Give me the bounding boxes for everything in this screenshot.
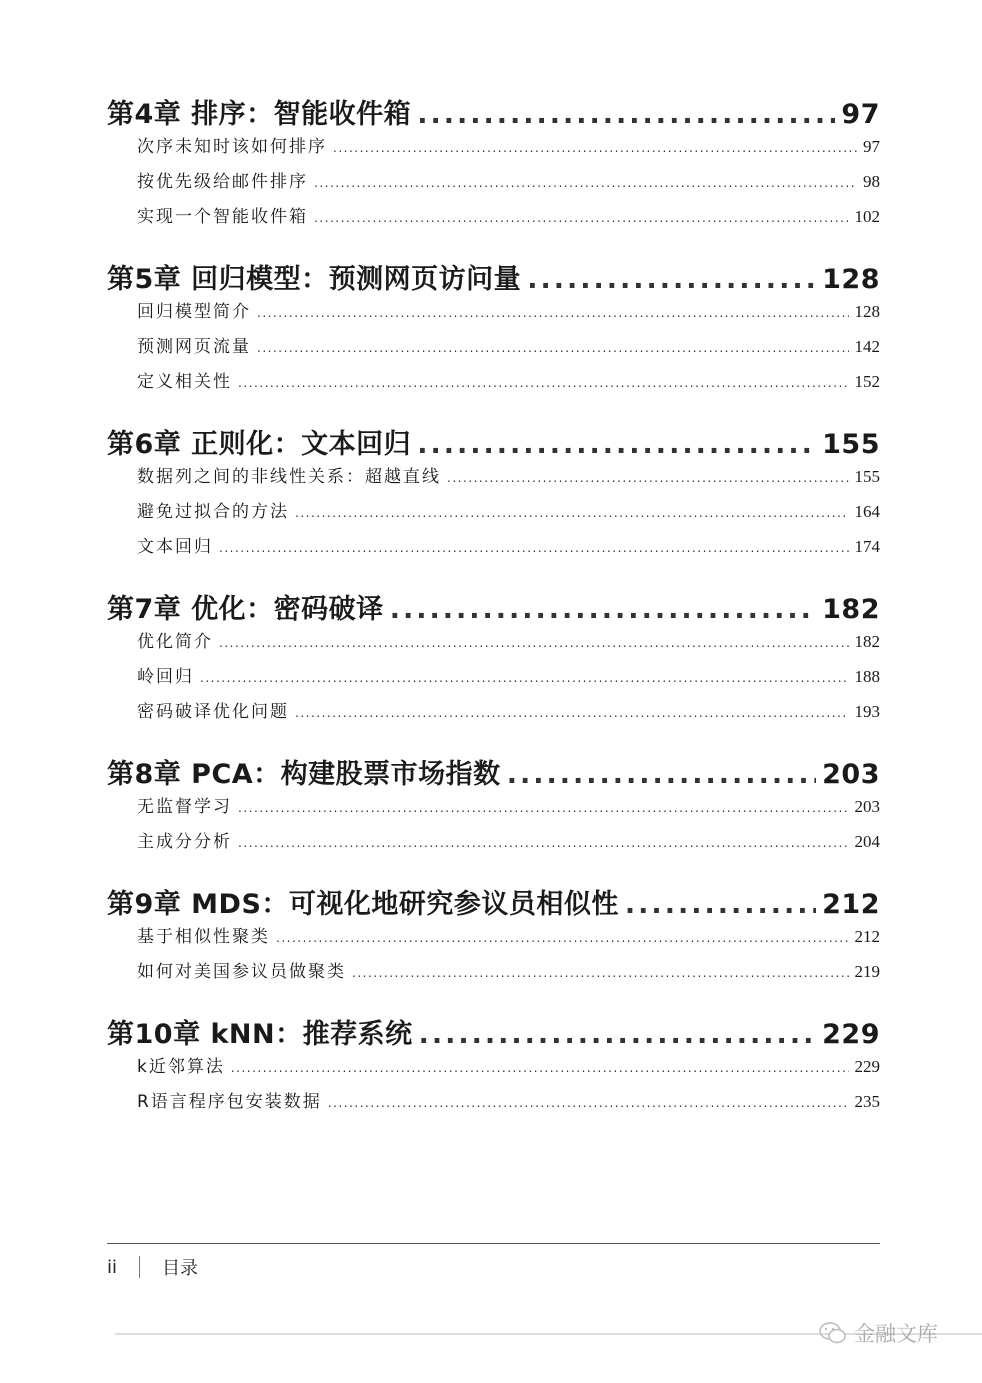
dot-leader — [238, 376, 849, 390]
entry-title: 预测网页流量 — [137, 337, 251, 357]
dot-leader — [417, 429, 816, 460]
dot-leader — [295, 706, 849, 720]
dot-leader — [200, 671, 849, 685]
dot-leader — [527, 264, 816, 295]
page-number: ii — [107, 1256, 118, 1278]
table-of-contents — [107, 92, 880, 1142]
entry-title: 无监督学习 — [137, 797, 232, 817]
entry-title: 基于相似性聚类 — [137, 927, 270, 947]
toc-entry[interactable] — [107, 462, 880, 497]
chapter-block — [107, 1012, 880, 1122]
entry-page: 128 — [854, 302, 880, 321]
dot-leader — [231, 1061, 849, 1075]
toc-entry[interactable] — [107, 532, 880, 567]
entry-title: 次序未知时该如何排序 — [137, 137, 327, 157]
footer-rule — [107, 1243, 880, 1244]
toc-entry[interactable] — [107, 497, 880, 532]
dot-leader — [314, 176, 857, 190]
entry-title: R语言程序包安装数据 — [137, 1092, 322, 1112]
dot-leader — [295, 506, 849, 520]
entry-page: 174 — [854, 537, 880, 556]
chapter-heading[interactable] — [107, 422, 880, 462]
chapter-heading[interactable] — [107, 882, 880, 922]
toc-entry[interactable] — [107, 627, 880, 662]
entry-page: 152 — [854, 372, 880, 391]
chapter-page: 212 — [822, 889, 880, 920]
entry-title: k近邻算法 — [137, 1057, 225, 1077]
chapter-block — [107, 587, 880, 732]
entry-title: 实现一个智能收件箱 — [137, 207, 308, 227]
chapter-heading[interactable] — [107, 1012, 880, 1052]
dot-leader — [314, 211, 849, 225]
dot-leader — [238, 801, 849, 815]
chapter-block — [107, 92, 880, 237]
entry-page: 229 — [854, 1057, 880, 1076]
entry-page: 235 — [854, 1092, 880, 1111]
toc-entry[interactable] — [107, 132, 880, 167]
section-name: 目录 — [162, 1258, 199, 1279]
entry-page: 203 — [854, 797, 880, 816]
watermark-text: 金融文库 — [854, 1322, 938, 1346]
toc-entry[interactable] — [107, 957, 880, 992]
wechat-icon — [818, 1320, 848, 1346]
toc-entry[interactable] — [107, 697, 880, 732]
entry-title: 数据列之间的非线性关系：超越直线 — [137, 467, 441, 487]
toc-entry[interactable] — [107, 332, 880, 367]
dot-leader — [219, 541, 849, 555]
chapter-heading[interactable] — [107, 752, 880, 792]
entry-title: 如何对美国参议员做聚类 — [137, 962, 346, 982]
toc-entry[interactable] — [107, 827, 880, 862]
chapter-block — [107, 882, 880, 992]
chapter-heading[interactable] — [107, 257, 880, 297]
dot-leader — [328, 1096, 849, 1110]
chapter-title: 第4章 排序：智能收件箱 — [107, 99, 412, 130]
entry-title: 密码破译优化问题 — [137, 702, 289, 722]
chapter-page: 97 — [841, 99, 880, 130]
chapter-block — [107, 752, 880, 862]
footer-divider — [139, 1256, 140, 1278]
chapter-title: 第5章 回归模型：预测网页访问量 — [107, 264, 522, 295]
dot-leader — [276, 931, 849, 945]
entry-page: 188 — [854, 667, 880, 686]
toc-entry[interactable] — [107, 202, 880, 237]
entry-page: 204 — [854, 832, 880, 851]
toc-entry[interactable] — [107, 297, 880, 332]
toc-entry[interactable] — [107, 922, 880, 957]
toc-entry[interactable] — [107, 662, 880, 697]
toc-entry[interactable] — [107, 167, 880, 202]
entry-page: 193 — [854, 702, 880, 721]
chapter-block — [107, 257, 880, 402]
entry-page: 142 — [854, 337, 880, 356]
dot-leader — [333, 141, 857, 155]
dot-leader — [417, 99, 835, 130]
dot-leader — [219, 636, 849, 650]
entry-title: 定义相关性 — [137, 372, 232, 392]
chapter-page: 203 — [822, 759, 880, 790]
page-footer — [107, 1254, 198, 1280]
toc-entry[interactable] — [107, 1052, 880, 1087]
entry-title: 文本回归 — [137, 537, 213, 557]
chapter-title: 第10章 kNN：推荐系统 — [107, 1019, 413, 1050]
entry-page: 219 — [854, 962, 880, 981]
dot-leader — [447, 471, 849, 485]
chapter-title: 第8章 PCA：构建股票市场指数 — [107, 759, 501, 790]
entry-page: 102 — [854, 207, 880, 226]
dot-leader — [238, 836, 849, 850]
chapter-page: 155 — [822, 429, 880, 460]
entry-title: 避免过拟合的方法 — [137, 502, 289, 522]
chapter-block — [107, 422, 880, 567]
dot-leader — [257, 341, 849, 355]
toc-entry[interactable] — [107, 367, 880, 402]
chapter-heading[interactable] — [107, 587, 880, 627]
chapter-page: 128 — [822, 264, 880, 295]
watermark — [818, 1318, 938, 1348]
dot-leader — [507, 759, 816, 790]
chapter-title: 第7章 优化：密码破译 — [107, 594, 384, 625]
dot-leader — [625, 889, 816, 920]
dot-leader — [257, 306, 849, 320]
entry-page: 97 — [863, 137, 880, 156]
chapter-heading[interactable] — [107, 92, 880, 132]
chapter-title: 第6章 正则化：文本回归 — [107, 429, 412, 460]
entry-title: 回归模型简介 — [137, 302, 251, 322]
entry-page: 155 — [854, 467, 880, 486]
toc-entry[interactable] — [107, 1087, 880, 1122]
entry-title: 按优先级给邮件排序 — [137, 172, 308, 192]
entry-page: 182 — [854, 632, 880, 651]
entry-title: 优化简介 — [137, 632, 213, 652]
entry-page: 164 — [854, 502, 880, 521]
dot-leader — [390, 594, 816, 625]
chapter-page: 182 — [822, 594, 880, 625]
entry-page: 98 — [863, 172, 880, 191]
dot-leader — [352, 966, 849, 980]
chapter-title: 第9章 MDS：可视化地研究参议员相似性 — [107, 889, 619, 920]
entry-title: 岭回归 — [137, 667, 194, 687]
dot-leader — [419, 1019, 817, 1050]
entry-page: 212 — [854, 927, 880, 946]
chapter-page: 229 — [822, 1019, 880, 1050]
entry-title: 主成分分析 — [137, 832, 232, 852]
toc-entry[interactable] — [107, 792, 880, 827]
